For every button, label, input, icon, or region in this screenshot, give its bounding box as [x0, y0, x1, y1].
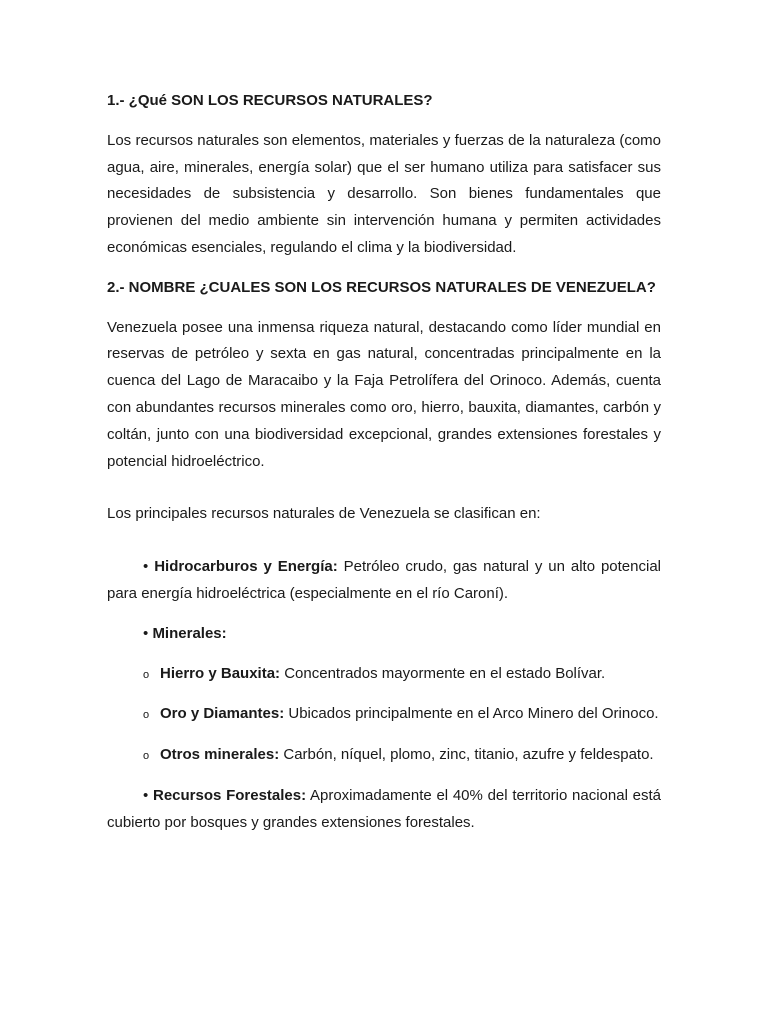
item-text: Carbón, níquel, plomo, zinc, titanio, azufre y feldespato. [279, 746, 654, 764]
document-body [107, 88, 661, 837]
sub-item-hierro [107, 661, 661, 689]
item-label: Hierro y Bauxita: [160, 664, 281, 682]
classification-intro: Los principales recursos naturales de Venezuela se clasifican en: [107, 505, 541, 523]
item-text: Concentrados mayormente en el estado Bolívar. [280, 664, 606, 682]
section-2-paragraph: Venezuela posee una inmensa riqueza natural, destacando como líder mundial en reservas de petróleo y sexta en gas natural, concentradas principalmente en la cuenca del Lago de Maracaibo y la Faja Petrolífera del Orinoco. Además, cuenta con abundantes recursos minerales como oro, hierro, bauxita, diamantes, carbón y coltán, junto con una biodiversidad excepcional, grandes extensiones forestales y potencial hidroeléctrico. [107, 318, 661, 470]
section-2-heading: 2.- NOMBRE ¿CUALES SON LOS RECURSOS NATURALES DE VENEZUELA? [107, 278, 656, 296]
bullet-icon: • [143, 558, 149, 576]
item-label: Minerales: [152, 624, 227, 642]
item-label: Otros minerales: [160, 746, 280, 764]
item-text: Ubicados principalmente en el Arco Minero del Orinoco. [284, 705, 659, 723]
circle-bullet-icon: o [143, 668, 150, 681]
bullet-icon: • [143, 624, 149, 642]
item-text: Petróleo crudo, gas natural y un alto potencial para energía hidroeléctrica (especialmente en el río Caroní). [107, 558, 661, 602]
sub-item-otros [107, 742, 661, 770]
list-item-minerales [107, 621, 661, 648]
circle-bullet-icon: o [143, 709, 150, 722]
item-text: Aproximadamente el 40% del territorio nacional está cubierto por bosques y grandes extensiones forestales. [107, 786, 661, 831]
section-1-paragraph: Los recursos naturales son elementos, materiales y fuerzas de la naturaleza (como agua, aire, minerales, energía solar) que el ser humano utiliza para satisfacer sus necesidades de subsistencia y desarrollo. Son bienes fundamentales que provienen del medio ambiente sin intervención humana y permiten actividades económicas esenciales, regulando el clima y la biodiversidad. [107, 131, 661, 256]
item-label: Hidrocarburos y Energía: [154, 558, 338, 576]
item-label: Oro y Diamantes: [160, 705, 285, 723]
sub-item-oro [107, 701, 661, 729]
list-item-forestales [107, 783, 661, 837]
list-item-hidrocarburos [107, 554, 661, 608]
section-1-heading: 1.- ¿Qué SON LOS RECURSOS NATURALES? [107, 92, 433, 109]
circle-bullet-icon: o [143, 750, 150, 763]
item-label: Recursos Forestales: [152, 786, 307, 804]
bullet-icon: • [143, 786, 149, 804]
